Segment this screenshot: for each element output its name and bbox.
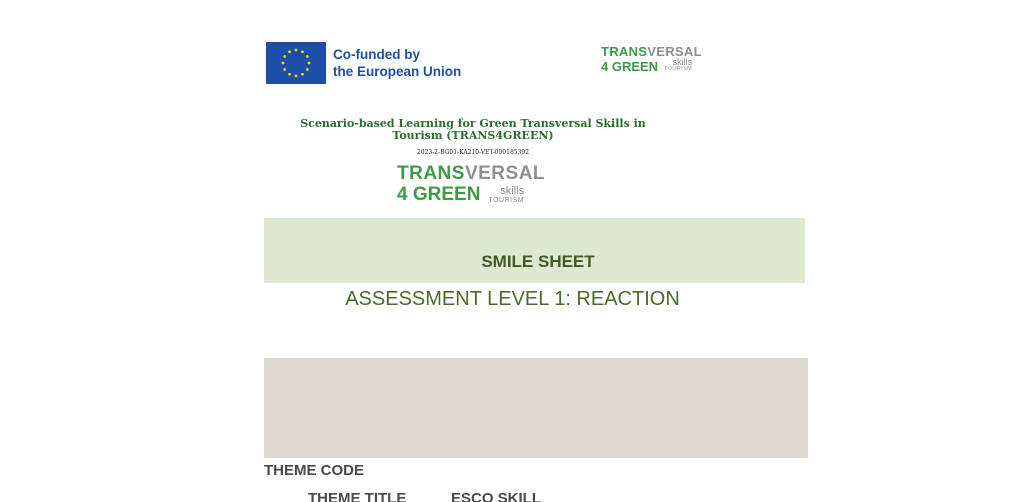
eu-logo-text <box>333 46 461 80</box>
theme-info-band <box>264 358 808 458</box>
eu-star <box>282 62 285 65</box>
theme-title-label: THEME TITLE <box>308 490 407 502</box>
transversal-logo-top <box>601 45 702 73</box>
smile-sheet-title: SMILE SHEET <box>481 252 595 271</box>
eu-star <box>295 49 298 52</box>
brand-word-4green: 4 GREEN <box>601 58 659 74</box>
eu-star <box>288 50 291 53</box>
transversal-logo-middle <box>397 164 545 204</box>
brand-small-tourism: TOURISM <box>664 66 693 72</box>
eu-flag-icon <box>266 42 326 84</box>
project-code: 2023-2-BG01-KA210-VET-000185392 <box>416 149 530 156</box>
brand-word-4green: 4 GREEN <box>397 184 481 205</box>
eu-star <box>306 55 309 58</box>
brand-word-versal: VERSAL <box>464 163 546 184</box>
eu-logo-line1: Co-funded by <box>333 47 420 62</box>
eu-logo-line2: the European Union <box>333 64 462 79</box>
eu-star <box>301 50 304 53</box>
eu-cofunded-logo <box>266 42 461 84</box>
eu-star <box>295 75 298 78</box>
eu-star <box>301 73 304 76</box>
smile-sheet-band <box>264 218 805 283</box>
brand-small-skills: skills <box>672 57 693 67</box>
eu-star <box>283 68 286 71</box>
theme-code-label: THEME CODE <box>264 462 365 479</box>
brand-word-trans: TRANS <box>601 44 648 59</box>
brand-word-versal: VERSAL <box>647 44 702 59</box>
brand-small-skills: skills <box>500 185 525 197</box>
eu-star <box>288 73 291 76</box>
eu-star <box>308 62 311 65</box>
eu-star <box>306 68 309 71</box>
project-title: Scenario-based Learning for Green Transversal Skills in Tourism (TRANS4GREEN) <box>300 117 646 142</box>
eu-stars <box>266 42 326 84</box>
eu-star <box>283 55 286 58</box>
brand-word-trans: TRANS <box>397 163 465 184</box>
brand-small-tourism: TOURISM <box>488 197 525 204</box>
esco-skill-label: ESCO SKILL <box>451 490 542 502</box>
assessment-level-title: ASSESSMENT LEVEL 1: REACTION <box>345 288 680 310</box>
